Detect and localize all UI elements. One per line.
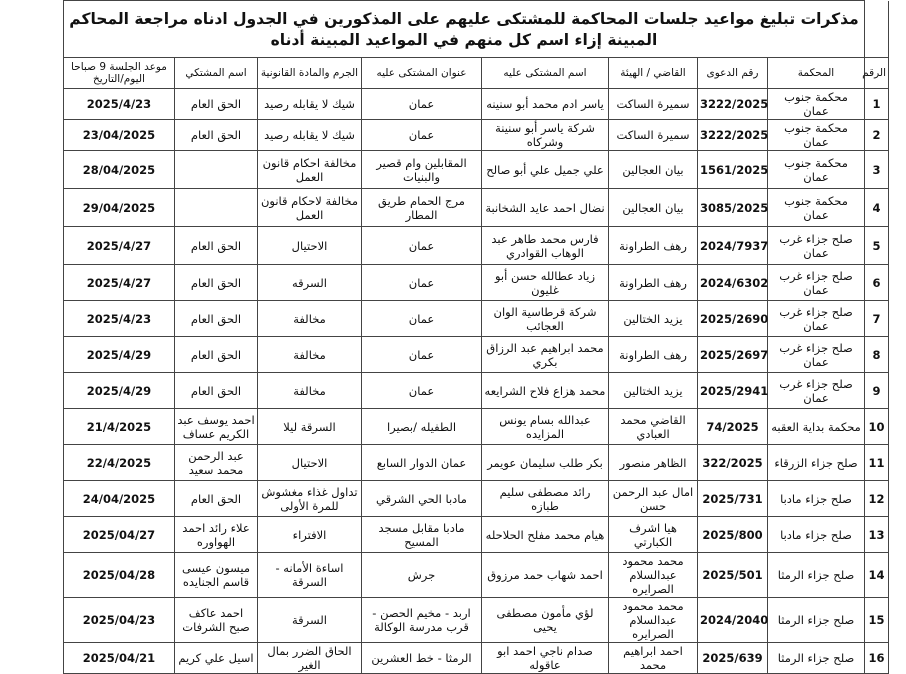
- accused-name-cell: هيام محمد مفلح الحلاحله: [482, 517, 609, 553]
- court-cell: محكمة جنوب عمان: [768, 151, 865, 189]
- case-number-cell: 322/2025: [698, 445, 768, 481]
- plaintiff-cell: الحق العام: [175, 89, 258, 120]
- case-number-cell: 2025/2941: [698, 373, 768, 409]
- charge-cell: مخالفة: [258, 373, 362, 409]
- court-cell: صلح جزاء غرب عمان: [768, 337, 865, 373]
- charge-cell: اساءة الأمانه - السرقة: [258, 553, 362, 598]
- plaintiff-cell: الحق العام: [175, 481, 258, 517]
- case-number-cell: 74/2025: [698, 409, 768, 445]
- judge-cell: احمد ابراهيم محمد: [609, 643, 698, 674]
- plaintiff-cell: الحق العام: [175, 373, 258, 409]
- plaintiff-cell: احمد عاكف صبح الشرفات: [175, 598, 258, 643]
- address-cell: عمان: [362, 265, 482, 301]
- num-cell: 15: [865, 598, 889, 643]
- hearing-date-cell: 2025/4/27: [63, 227, 174, 265]
- accused-name-cell: محمد هزاع فلاح الشرايعه: [482, 373, 609, 409]
- plaintiff-cell: علاء رائد احمد الهواوره: [175, 517, 258, 553]
- case-number-cell: 1561/2025: [698, 151, 768, 189]
- table-body: [63, 89, 888, 674]
- address-cell: مرج الحمام طريق المطار: [362, 189, 482, 227]
- hearing-date-cell: 2025/4/23: [63, 89, 174, 120]
- table-row: [63, 301, 888, 337]
- num-cell: 10: [865, 409, 889, 445]
- plaintiff-cell: [175, 151, 258, 189]
- address-cell: عمان: [362, 373, 482, 409]
- num-cell: 14: [865, 553, 889, 598]
- judge-cell: سميرة الساكت: [609, 120, 698, 151]
- judge-cell: يزيد الختالين: [609, 301, 698, 337]
- header-case: رقم الدعوى: [698, 58, 768, 89]
- table-row: [63, 89, 888, 120]
- charge-cell: الاحتيال: [258, 227, 362, 265]
- court-cell: صلح جزاء غرب عمان: [768, 265, 865, 301]
- case-number-cell: 2024/7937: [698, 227, 768, 265]
- case-number-cell: 2025/800: [698, 517, 768, 553]
- accused-name-cell: محمد ابراهيم عبد الرزاق بكري: [482, 337, 609, 373]
- plaintiff-cell: عبد الرحمن محمد سعيد: [175, 445, 258, 481]
- address-cell: عمان: [362, 120, 482, 151]
- table-row: [63, 517, 888, 553]
- num-cell: 13: [865, 517, 889, 553]
- header-court: المحكمة: [768, 58, 865, 89]
- table-row: [63, 337, 888, 373]
- court-cell: صلح جزاء غرب عمان: [768, 227, 865, 265]
- charge-cell: السرقه: [258, 265, 362, 301]
- table-row: [63, 373, 888, 409]
- case-number-cell: 2024/2040: [698, 598, 768, 643]
- plaintiff-cell: [175, 189, 258, 227]
- plaintiff-cell: الحق العام: [175, 120, 258, 151]
- judge-cell: رهف الطراونة: [609, 337, 698, 373]
- page-title: مذكرات تبليغ مواعيد جلسات المحاكمة للمشتكى عليهم على المذكورين في الجدول ادناه مراجعة المحاكم المبينة إزاء اسم كل منهم في المواعيد المبينة أدناه: [63, 1, 864, 58]
- accused-name-cell: صدام ناجي احمد ابو عاقوله: [482, 643, 609, 674]
- court-cell: محكمة بداية العقبه: [768, 409, 865, 445]
- accused-name-cell: عبدالله بسام يونس المزايده: [482, 409, 609, 445]
- court-cell: محكمة جنوب عمان: [768, 89, 865, 120]
- num-cell: 12: [865, 481, 889, 517]
- header-row: [63, 58, 888, 89]
- address-cell: اربد - مخيم الحصن - قرب مدرسة الوكالة: [362, 598, 482, 643]
- charge-cell: السرقة ليلا: [258, 409, 362, 445]
- accused-name-cell: نضال احمد عايد الشخانبة: [482, 189, 609, 227]
- accused-name-cell: ياسر ادم محمد أبو سنينه: [482, 89, 609, 120]
- table-row: [63, 409, 888, 445]
- address-cell: عمان الدوار السابع: [362, 445, 482, 481]
- accused-name-cell: لؤي مأمون مصطفى يحيى: [482, 598, 609, 643]
- table-row: [63, 265, 888, 301]
- plaintiff-cell: الحق العام: [175, 265, 258, 301]
- num-cell: 1: [865, 89, 889, 120]
- judge-cell: امال عبد الرحمن حسن: [609, 481, 698, 517]
- case-number-cell: 2025/2697: [698, 337, 768, 373]
- address-cell: الرمثا - خط العشرين: [362, 643, 482, 674]
- court-cell: صلح جزاء غرب عمان: [768, 301, 865, 337]
- charge-cell: الافتراء: [258, 517, 362, 553]
- hearing-date-cell: 22/4/2025: [63, 445, 174, 481]
- header-date: موعد الجلسة 9 صباحا اليوم/التاريخ: [63, 58, 174, 89]
- accused-name-cell: علي جميل علي أبو صالح: [482, 151, 609, 189]
- header-judge: القاضي / الهيئة: [609, 58, 698, 89]
- accused-name-cell: فارس محمد طاهر عبد الوهاب القوادري: [482, 227, 609, 265]
- table-row: [63, 120, 888, 151]
- table-row: [63, 553, 888, 598]
- judge-cell: محمد محمود عبدالسلام الصرايره: [609, 598, 698, 643]
- case-number-cell: 2025/731: [698, 481, 768, 517]
- num-cell: 8: [865, 337, 889, 373]
- charge-cell: شيك لا يقابله رصيد: [258, 89, 362, 120]
- judge-cell: بيان العجالين: [609, 151, 698, 189]
- header-charge: الجرم والمادة القانونية: [258, 58, 362, 89]
- hearing-date-cell: 2025/4/27: [63, 265, 174, 301]
- court-cell: صلح جزاء الرمثا: [768, 553, 865, 598]
- plaintiff-cell: اسيل علي كريم: [175, 643, 258, 674]
- hearing-date-cell: 28/04/2025: [63, 151, 174, 189]
- charge-cell: شيك لا يقابله رصيد: [258, 120, 362, 151]
- hearing-date-cell: 29/04/2025: [63, 189, 174, 227]
- court-cell: صلح جزاء الرمثا: [768, 598, 865, 643]
- accused-name-cell: احمد شهاب حمد مرزوق: [482, 553, 609, 598]
- address-cell: مادبا الحي الشرقي: [362, 481, 482, 517]
- plaintiff-cell: الحق العام: [175, 227, 258, 265]
- hearing-date-cell: 2025/4/23: [63, 301, 174, 337]
- num-cell: 4: [865, 189, 889, 227]
- case-number-cell: 2024/6302: [698, 265, 768, 301]
- hearing-date-cell: 21/4/2025: [63, 409, 174, 445]
- num-cell: 7: [865, 301, 889, 337]
- charge-cell: الحاق الضرر بمال الغير: [258, 643, 362, 674]
- judge-cell: الظاهر منصور: [609, 445, 698, 481]
- charge-cell: تداول غذاء مغشوش للمرة الأولى: [258, 481, 362, 517]
- table-row: [63, 598, 888, 643]
- plaintiff-cell: الحق العام: [175, 337, 258, 373]
- charge-cell: الاحتيال: [258, 445, 362, 481]
- plaintiff-cell: الحق العام: [175, 301, 258, 337]
- court-cell: صلح جزاء مادبا: [768, 517, 865, 553]
- header-plaintiff: اسم المشتكي: [175, 58, 258, 89]
- court-cell: محكمة جنوب عمان: [768, 120, 865, 151]
- num-cell: 9: [865, 373, 889, 409]
- hearing-date-cell: 2025/4/29: [63, 337, 174, 373]
- header-accused: اسم المشتكى عليه: [482, 58, 609, 89]
- address-cell: عمان: [362, 89, 482, 120]
- judge-cell: محمد محمود عبدالسلام الصرايره: [609, 553, 698, 598]
- court-cell: صلح جزاء الزرقاء: [768, 445, 865, 481]
- num-cell: 11: [865, 445, 889, 481]
- accused-name-cell: زياد عطالله حسن أبو غليون: [482, 265, 609, 301]
- judge-cell: القاضي محمد العبادي: [609, 409, 698, 445]
- hearings-table: [63, 0, 889, 674]
- num-cell: 2: [865, 120, 889, 151]
- plaintiff-cell: احمد يوسف عبد الكريم عساف: [175, 409, 258, 445]
- hearing-date-cell: 24/04/2025: [63, 481, 174, 517]
- header-num: الرقم: [865, 58, 889, 89]
- case-number-cell: 3222/2025: [698, 120, 768, 151]
- address-cell: مادبا مقابل مسجد المسيح: [362, 517, 482, 553]
- address-cell: عمان: [362, 301, 482, 337]
- court-cell: صلح جزاء الرمثا: [768, 643, 865, 674]
- address-cell: المقابلين وام قصير والبنيات: [362, 151, 482, 189]
- charge-cell: مخالفة: [258, 337, 362, 373]
- table-row: [63, 445, 888, 481]
- hearing-date-cell: 23/04/2025: [63, 120, 174, 151]
- table-row: [63, 227, 888, 265]
- court-cell: صلح جزاء غرب عمان: [768, 373, 865, 409]
- charge-cell: مخالفة: [258, 301, 362, 337]
- plaintiff-cell: ميسون عيسى قاسم الجنايده: [175, 553, 258, 598]
- table-row: [63, 151, 888, 189]
- charge-cell: السرقة: [258, 598, 362, 643]
- num-cell: 16: [865, 643, 889, 674]
- case-number-cell: 2025/639: [698, 643, 768, 674]
- charge-cell: مخالفة احكام قانون العمل: [258, 151, 362, 189]
- judge-cell: سميرة الساكت: [609, 89, 698, 120]
- address-cell: الطفيله /بصيرا: [362, 409, 482, 445]
- judge-cell: يزيد الختالين: [609, 373, 698, 409]
- charge-cell: مخالفة لاحكام قانون العمل: [258, 189, 362, 227]
- title-row: [63, 1, 888, 58]
- case-number-cell: 3085/2025: [698, 189, 768, 227]
- accused-name-cell: رائد مصطفى سليم طبازه: [482, 481, 609, 517]
- court-cell: محكمة جنوب عمان: [768, 189, 865, 227]
- address-cell: عمان: [362, 227, 482, 265]
- judge-cell: رهف الطراونة: [609, 265, 698, 301]
- address-cell: عمان: [362, 337, 482, 373]
- num-cell: 5: [865, 227, 889, 265]
- num-cell: 6: [865, 265, 889, 301]
- case-number-cell: 2025/501: [698, 553, 768, 598]
- accused-name-cell: شركة ياسر أبو سنينة وشركاه: [482, 120, 609, 151]
- accused-name-cell: شركة قرطاسية الوان العجائب: [482, 301, 609, 337]
- judge-cell: هيا اشرف الكبارتي: [609, 517, 698, 553]
- title-corner-cell: [865, 1, 889, 58]
- header-address: عنوان المشتكى عليه: [362, 58, 482, 89]
- hearing-date-cell: 2025/04/28: [63, 553, 174, 598]
- document-sheet: [64, 0, 889, 672]
- accused-name-cell: بكر طلب سليمان عويمر: [482, 445, 609, 481]
- table-row: [63, 189, 888, 227]
- hearing-date-cell: 2025/04/27: [63, 517, 174, 553]
- address-cell: جرش: [362, 553, 482, 598]
- court-cell: صلح جزاء مادبا: [768, 481, 865, 517]
- case-number-cell: 3222/2025: [698, 89, 768, 120]
- table-row: [63, 643, 888, 674]
- table-row: [63, 481, 888, 517]
- hearing-date-cell: 2025/04/21: [63, 643, 174, 674]
- case-number-cell: 2025/2690: [698, 301, 768, 337]
- hearing-date-cell: 2025/04/23: [63, 598, 174, 643]
- hearing-date-cell: 2025/4/29: [63, 373, 174, 409]
- judge-cell: بيان العجالين: [609, 189, 698, 227]
- num-cell: 3: [865, 151, 889, 189]
- judge-cell: رهف الطراونة: [609, 227, 698, 265]
